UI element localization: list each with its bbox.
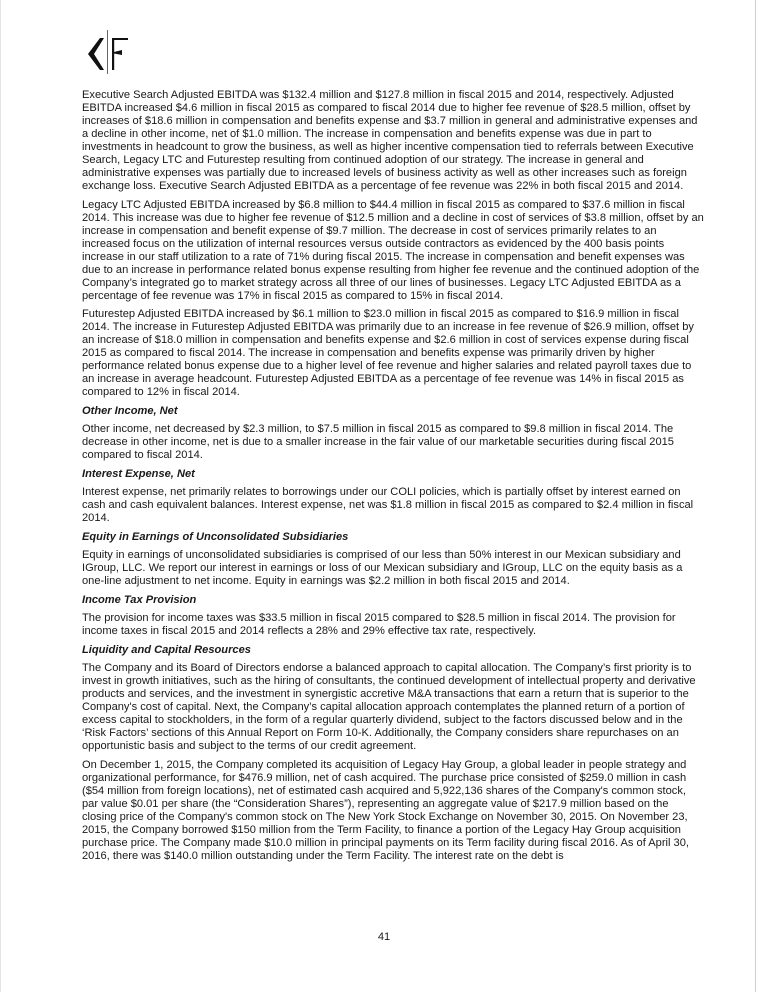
paragraph-equity-earnings: Equity in earnings of unconsolidated subsidiaries is comprised of our less than 50% interest in our Mexican subsidiary and IGroup, LLC. We report our interest in earnings or loss of our Mexican subsidiary and IGroup, LLC on the equity basis as a one-line adjustment to net income. Equity in earnings was $2.2 million in both fiscal 2015 and 2014. [82, 549, 683, 587]
paragraph-executive-search: Executive Search Adjusted EBITDA was $132.4 million and $127.8 million in fiscal 2015 and 2014, respectively. Adjusted EBITDA increased $4.6 million in fiscal 2015 as compared to fiscal 2014 due to higher fee revenue of $28.5 million, offset by increases of $18.6 million in compensation and benefits expense and $3.7 million in general and administrative expenses and a decline in other income, net of $1.0 million. The increase in compensation and benefits expense was due in part to investments in headcount to grow the business, as well as higher incentive compensation tied to referrals between Executive Search, Legacy LTC and Futurestep resulting from continued adoption of our strategy. The increase in general and administrative expenses was partially due to increased levels of business activity as well as other increases such as foreign exchange loss. Executive Search Adjusted EBITDA as a percentage of fee revenue was 22% in both fiscal 2015 and 2014. [82, 89, 698, 192]
heading-interest-expense: Interest Expense, Net [82, 467, 195, 480]
korn-ferry-logo [86, 28, 146, 76]
paragraph-interest-expense: Interest expense, net primarily relates to borrowings under our COLI policies, which is partially offset by interest earned on cash and cash equivalent balances. Interest expense, net was $1.8 million in fiscal 2015 as compared to $2.4 million in fiscal 2014. [82, 486, 694, 524]
paragraph-income-tax: The provision for income taxes was $33.5 million in fiscal 2015 compared to $28.5 million in fiscal 2014. The provision for income taxes in fiscal 2015 and 2014 reflects a 28% and 29% effective tax rate, respectively. [82, 612, 676, 637]
document-body [82, 89, 704, 868]
paragraph-other-income: Other income, net decreased by $2.3 million, to $7.5 million in fiscal 2015 as compared to $9.8 million in fiscal 2014. The decrease in other income, net is due to a smaller increase in the fair value of our marketable securities during fiscal 2015 compared to fiscal 2014. [82, 423, 674, 461]
heading-equity-earnings: Equity in Earnings of Unconsolidated Subsidiaries [82, 530, 349, 543]
paragraph-legacy-ltc: Legacy LTC Adjusted EBITDA increased by $6.8 million to $44.4 million in fiscal 2015 as compared to $37.6 million in fiscal 2014. This increase was due to higher fee revenue of $12.5 million and a decline in cost of services of $3.8 million, offset by an increase in compensation and benefit expense of $9.7 million. The decrease in cost of services primarily relates to an increased focus on the utilization of internal resources versus outside contractors as evidenced by the 400 basis points increase in our staff utilization to a rate of 71% during fiscal 2015. The increase in compensation and benefit expenses was due to an increase in performance related bonus expense resulting from higher fee revenue and the continued adoption of the Company’s integrated go to market strategy across all three of our lines of businesses. Legacy LTC Adjusted EBITDA as a percentage of fee revenue was 17% in fiscal 2015 as compared to 15% in fiscal 2014. [82, 198, 704, 302]
paragraph-hay-group-acquisition: On December 1, 2015, the Company completed its acquisition of Legacy Hay Group, a global leader in people strategy and organizational performance, for $476.9 million, net of cash acquired. The purchase price consisted of $259.0 million in cash ($54 million from foreign locations), net of estimated cash acquired and 5,922,136 shares of the Company's common stock, par value $0.01 per share (the “Consideration Shares”), representing an aggregate value of $217.9 million based on the closing price of the Company's common stock on The New York Stock Exchange on November 30, 2015. On November 23, 2015, the Company borrowed $150 million from the Term Facility, to finance a portion of the Legacy Hay Group acquisition purchase price. The Company made $10.0 million in principal payments on its Term facility during fiscal 2016. As of April 30, 2016, there was $140.0 million outstanding under the Term Facility. The interest rate on the debt is [82, 758, 689, 862]
heading-income-tax: Income Tax Provision [82, 593, 197, 606]
paragraph-futurestep: Futurestep Adjusted EBITDA increased by $6.1 million to $23.0 million in fiscal 2015 as compared to $16.9 million in fiscal 2014. The increase in Futurestep Adjusted EBITDA was primarily due to an increase in fee revenue of $26.9 million, offset by an increase of $18.0 million in compensation and benefits expense and $2.6 million in cost of services expense during fiscal 2015 as compared to fiscal 2014. The increase in compensation and benefits expense was primarily driven by higher performance related bonus expense due to a higher level of fee revenue and higher salaries and related payroll taxes due to an increase in average headcount. Futurestep Adjusted EBITDA as a percentage of fee revenue was 14% in fiscal 2015 as compared to 12% in fiscal 2014. [82, 308, 694, 398]
heading-liquidity: Liquidity and Capital Resources [82, 643, 251, 656]
page-number: 41 [377, 931, 391, 943]
heading-other-income: Other Income, Net [82, 404, 178, 417]
paragraph-capital-allocation: The Company and its Board of Directors endorse a balanced approach to capital allocation. The Company’s first priority is to invest in growth initiatives, such as the hiring of consultants, the continued development of intellectual property and derivative products and services, and the investment in synergistic accretive M&A transactions that earn a return that is superior to the Company's cost of capital. Next, the Company’s capital allocation approach contemplates the planned return of a portion of excess capital to stockholders, in the form of a regular quarterly dividend, subject to the factors discussed below and in the ‘Risk Factors’ sections of this Annual Report on Form 10-K. Additionally, the Company considers share repurchases on an opportunistic basis and subject to the terms of our credit agreement. [82, 662, 696, 752]
